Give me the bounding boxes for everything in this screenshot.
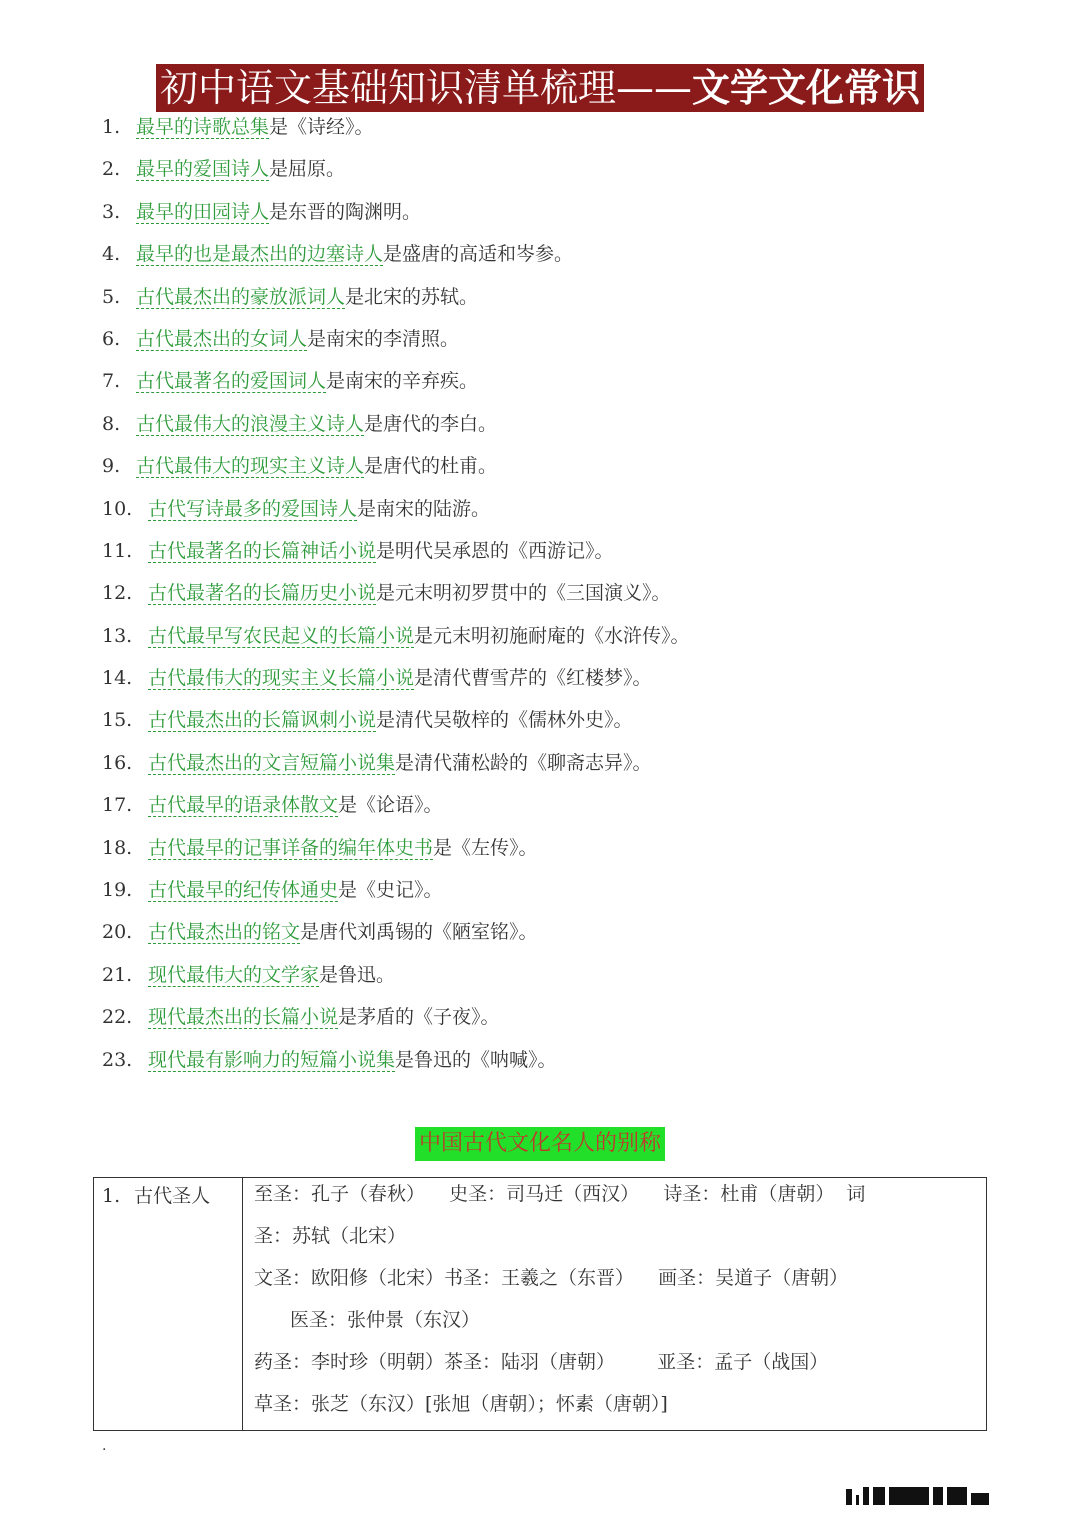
item-text — [136, 445, 497, 487]
item-number: 17. — [102, 794, 133, 817]
bar-mark — [947, 1487, 967, 1505]
item-number: 12. — [102, 582, 133, 605]
item-text — [136, 148, 345, 190]
item-number: 18. — [102, 836, 133, 859]
item-highlight: 古代最著名的爱国词人 — [136, 370, 327, 393]
list-item — [0, 742, 1080, 784]
list-item — [0, 572, 1080, 614]
list-item — [0, 615, 1080, 657]
item-rest: 是东晋的陶渊明。 — [269, 200, 422, 223]
item-highlight: 最早的诗歌总集 — [136, 116, 270, 138]
item-number: 4. — [102, 243, 121, 266]
item-number: 19. — [102, 879, 133, 902]
section-subtitle: 中国古代文化名人的别称 — [415, 1127, 665, 1161]
bar-mark — [889, 1487, 929, 1505]
item-number: 21. — [102, 963, 133, 986]
item-text — [148, 869, 443, 911]
bar-mark — [846, 1489, 852, 1505]
list-item — [0, 360, 1080, 402]
item-highlight: 古代最杰出的文言短篇小说集 — [148, 751, 396, 774]
item-text — [148, 1039, 557, 1081]
item-text — [148, 996, 500, 1038]
item-number: 8. — [102, 412, 121, 435]
item-number: 5. — [102, 285, 121, 308]
list-item — [0, 148, 1080, 190]
list-item — [0, 233, 1080, 275]
item-highlight: 现代最伟大的文学家 — [148, 963, 320, 986]
item-text — [148, 488, 490, 530]
list-item — [0, 276, 1080, 318]
list-item — [0, 191, 1080, 233]
watermark-bars — [846, 1485, 1056, 1505]
item-text — [148, 911, 538, 953]
item-number: 9. — [102, 455, 121, 478]
bar-mark — [863, 1487, 869, 1505]
list-item — [0, 403, 1080, 445]
item-number: 14. — [102, 667, 133, 690]
item-rest: 是《论语》。 — [338, 794, 443, 817]
item-rest: 是南宋的李清照。 — [307, 327, 460, 350]
page-title — [156, 64, 924, 112]
item-rest: 是唐代的李白。 — [364, 412, 498, 435]
title-bold: 文学文化常识 — [692, 66, 921, 110]
list-item — [0, 106, 1080, 148]
list-item — [0, 488, 1080, 530]
item-number: 13. — [102, 624, 133, 647]
list-item — [0, 318, 1080, 360]
footer-dot: . — [102, 1438, 107, 1454]
list-item — [0, 911, 1080, 953]
item-rest: 是《史记》。 — [338, 879, 443, 902]
item-rest: 是茅盾的《子夜》。 — [338, 1006, 500, 1029]
item-number: 7. — [102, 370, 121, 393]
item-number: 11. — [102, 539, 133, 562]
table-divider — [242, 1178, 243, 1430]
item-highlight: 古代最伟大的浪漫主义诗人 — [136, 412, 365, 435]
item-rest: 是鲁迅的《呐喊》。 — [395, 1048, 557, 1071]
table-line: 文圣：欧阳修（北宋）书圣：王羲之（东晋） 画圣：吴道子（唐朝） — [254, 1267, 849, 1289]
item-rest: 是清代吴敬梓的《儒林外史》。 — [376, 709, 633, 732]
item-text — [136, 233, 573, 275]
table-line: 药圣：李时珍（明朝）茶圣：陆羽（唐朝） 亚圣：孟子（战国） — [254, 1351, 829, 1373]
list-item — [0, 445, 1080, 487]
table-label-text: 古代圣人 — [134, 1185, 211, 1207]
item-text — [136, 318, 459, 360]
item-number: 6. — [102, 327, 121, 350]
item-text — [148, 954, 395, 996]
item-number: 20. — [102, 921, 133, 944]
list-item — [0, 530, 1080, 572]
item-text — [148, 615, 690, 657]
table-label-num: 1. — [102, 1185, 121, 1207]
item-rest: 是清代曹雪芹的《红楼梦》。 — [414, 667, 652, 690]
table-line: 医圣：张仲景（东汉） — [290, 1309, 481, 1331]
item-rest: 是清代蒲松龄的《聊斋志异》。 — [395, 751, 652, 774]
list-item — [0, 657, 1080, 699]
item-highlight: 古代最早的纪传体通史 — [148, 879, 339, 902]
item-highlight: 古代最杰出的铭文 — [148, 921, 301, 944]
title-wrap — [0, 64, 1080, 112]
item-rest: 是北宋的苏轼。 — [345, 285, 479, 308]
item-highlight: 最早的也是最杰出的边塞诗人 — [136, 243, 384, 266]
subtitle-wrap — [0, 1127, 1080, 1161]
item-text — [148, 742, 652, 784]
item-text — [148, 657, 652, 699]
item-number: 1. — [102, 116, 121, 138]
item-highlight: 古代最杰出的女词人 — [136, 327, 308, 350]
item-rest: 是屈原。 — [269, 158, 346, 181]
item-highlight: 现代最杰出的长篇小说 — [148, 1006, 339, 1029]
item-number: 22. — [102, 1006, 133, 1029]
item-highlight: 最早的爱国诗人 — [136, 158, 270, 181]
list-item — [0, 784, 1080, 826]
table-line: 草圣：张芝（东汉）[张旭（唐朝）；怀素（唐朝）] — [254, 1393, 668, 1415]
bar-mark — [933, 1487, 943, 1505]
item-highlight: 古代最杰出的长篇讽刺小说 — [148, 709, 377, 732]
item-rest: 是元末明初罗贯中的《三国演义》。 — [376, 582, 671, 605]
item-highlight: 现代最有影响力的短篇小说集 — [148, 1048, 396, 1071]
bar-mark — [873, 1487, 885, 1505]
item-highlight: 古代最著名的长篇神话小说 — [148, 539, 377, 562]
item-rest: 是明代吴承恩的《西游记》。 — [376, 539, 614, 562]
item-rest: 是南宋的辛弃疾。 — [326, 370, 479, 393]
item-highlight: 古代最早的记事详备的编年体史书 — [148, 836, 434, 859]
list-item — [0, 996, 1080, 1038]
item-text — [148, 572, 671, 614]
item-highlight: 古代写诗最多的爱国诗人 — [148, 497, 358, 520]
item-highlight: 古代最伟大的现实主义诗人 — [136, 455, 365, 478]
item-highlight: 古代最早的语录体散文 — [148, 794, 339, 817]
item-highlight: 最早的田园诗人 — [136, 200, 270, 223]
item-number: 2. — [102, 158, 121, 181]
item-number: 15. — [102, 709, 133, 732]
list-item — [0, 869, 1080, 911]
title-main: 初中语文基础知识清单梳理—— — [159, 66, 692, 110]
item-rest: 是鲁迅。 — [319, 963, 396, 986]
item-rest: 是元末明初施耐庵的《水浒传》。 — [414, 624, 690, 647]
list-item — [0, 954, 1080, 996]
item-text — [148, 784, 443, 826]
item-rest: 是《左传》。 — [433, 836, 538, 859]
table-line: 至圣：孔子（春秋） 史圣：司马迁（西汉） 诗圣：杜甫（唐朝） 词 — [254, 1183, 866, 1205]
item-rest: 是盛唐的高适和岑参。 — [383, 243, 574, 266]
item-number: 3. — [102, 200, 121, 223]
item-rest: 是《诗经》。 — [269, 116, 374, 138]
item-highlight: 古代最早写农民起义的长篇小说 — [148, 624, 415, 647]
list-item — [0, 699, 1080, 741]
list-item — [0, 1039, 1080, 1081]
item-rest: 是唐代的杜甫。 — [364, 455, 498, 478]
item-number: 10. — [102, 497, 133, 520]
item-rest: 是唐代刘禹锡的《陋室铭》。 — [300, 921, 538, 944]
item-text — [148, 699, 633, 741]
item-text — [136, 403, 497, 445]
item-highlight: 古代最杰出的豪放派词人 — [136, 285, 346, 308]
item-highlight: 古代最伟大的现实主义长篇小说 — [148, 667, 415, 690]
item-text — [136, 276, 478, 318]
item-rest: 是南宋的陆游。 — [357, 497, 491, 520]
item-text — [148, 530, 614, 572]
table-label-cell — [102, 1180, 210, 1212]
item-highlight: 古代最著名的长篇历史小说 — [148, 582, 377, 605]
item-text — [148, 827, 538, 869]
knowledge-list — [0, 106, 1080, 1081]
item-number: 23. — [102, 1048, 133, 1071]
item-text — [136, 106, 374, 148]
bar-mark — [971, 1493, 989, 1505]
item-text — [136, 191, 421, 233]
nickname-table — [93, 1177, 987, 1431]
item-number: 16. — [102, 751, 133, 774]
list-item — [0, 827, 1080, 869]
bar-mark — [856, 1495, 859, 1505]
table-line: 圣：苏轼（北宋） — [254, 1225, 407, 1247]
item-text — [136, 360, 478, 402]
